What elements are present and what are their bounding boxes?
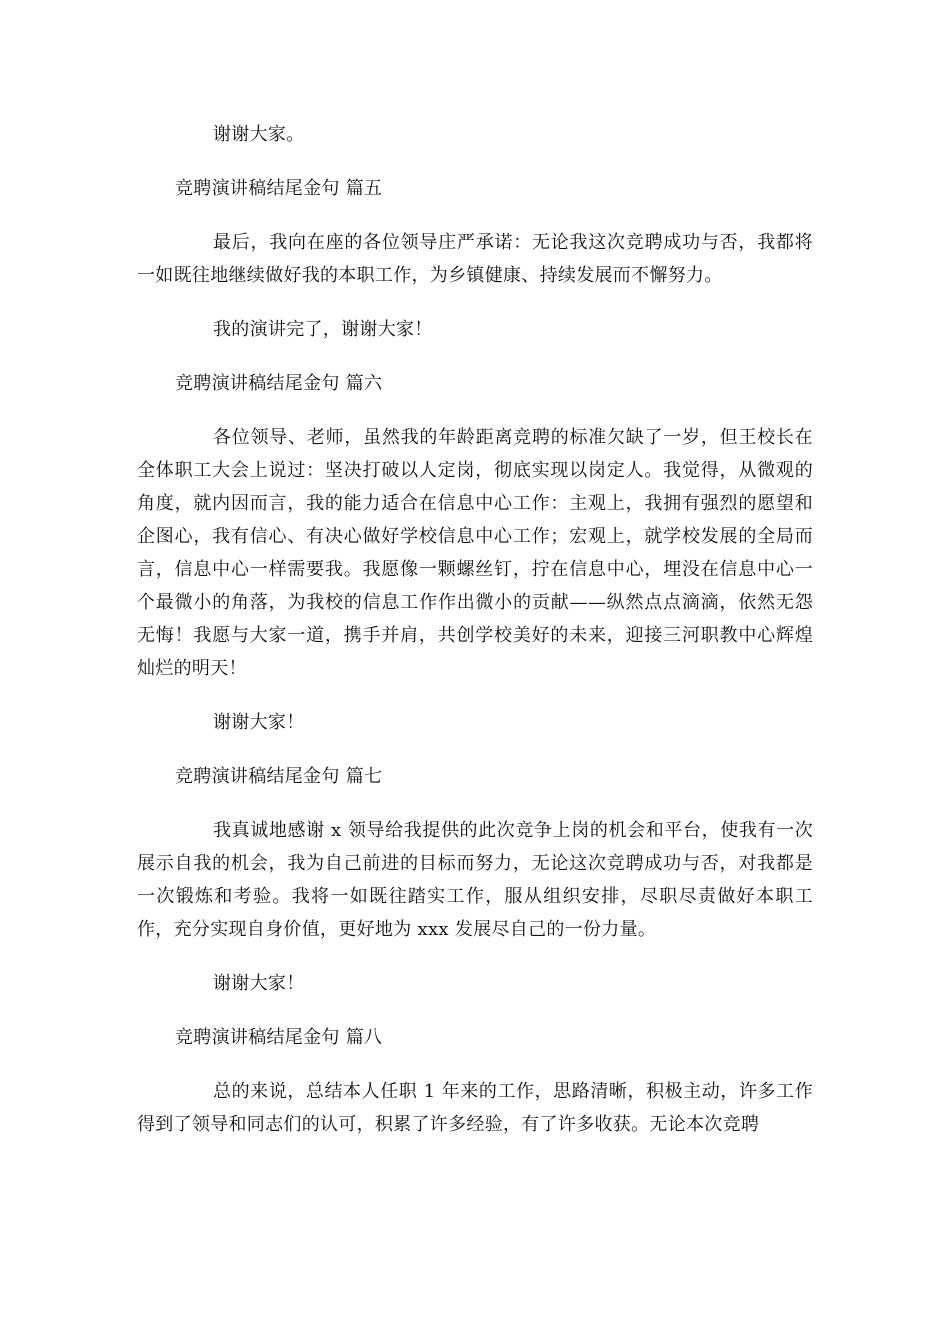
paragraph-5-body: 最后，我向在座的各位领导庄严承诺：无论我这次竞聘成功与否，我都将一如既往地继续做好我的本职工作，为乡镇健康、持续发展而不懈努力。 (137, 232, 813, 286)
section-heading-5: 竞聘演讲稿结尾金句 篇五 (175, 178, 383, 199)
paragraph-7-body: 我真诚地感谢 x 领导给我提供的此次竞争上岗的机会和平台，使我有一次展示自我的机会，我为自己前进的目标而努力，无论这次竞聘成功与否，对我都是一次锻炼和考验。我将一如既往踏实工作，服从组织安排，尽职尽责做好本职工作，充分实现自身价值，更好地为 xxx 发展尽自己的一份力量。 (137, 820, 813, 940)
document-page (137, 118, 813, 1141)
section-heading-8: 竞聘演讲稿结尾金句 篇八 (175, 1027, 383, 1048)
paragraph-7-thanks: 谢谢大家！ (213, 973, 305, 994)
paragraph-thanks-1: 谢谢大家。 (213, 124, 305, 145)
paragraph-6-body: 各位领导、老师，虽然我的年龄距离竞聘的标准欠缺了一岁，但王校长在全体职工大会上说过：坚决打破以人定岗，彻底实现以岗定人。我觉得，从微观的角度，就内因而言，我的能力适合在信息中心工作：主观上，我拥有强烈的愿望和企图心，我有信心、有决心做好学校信息中心工作；宏观上，就学校发展的全局而言，信息中心一样需要我。我愿像一颗螺丝钉，拧在信息中心，埋没在信息中心一个最微小的角落，为我校的信息工作作出微小的贡献——纵然点点滴滴，依然无怨无悔！我愿与大家一道，携手并肩，共创学校美好的未来，迎接三河职教中心辉煌灿烂的明天！ (137, 427, 813, 679)
paragraph-6-thanks: 谢谢大家！ (213, 712, 305, 733)
section-heading-6: 竞聘演讲稿结尾金句 篇六 (175, 373, 383, 394)
paragraph-8-body: 总的来说，总结本人任职 1 年来的工作，思路清晰，积极主动，许多工作得到了领导和同志们的认可，积累了许多经验，有了许多收获。无论本次竞聘 (137, 1081, 813, 1135)
section-heading-7: 竞聘演讲稿结尾金句 篇七 (175, 766, 383, 787)
paragraph-5-thanks: 我的演讲完了，谢谢大家！ (213, 319, 433, 340)
